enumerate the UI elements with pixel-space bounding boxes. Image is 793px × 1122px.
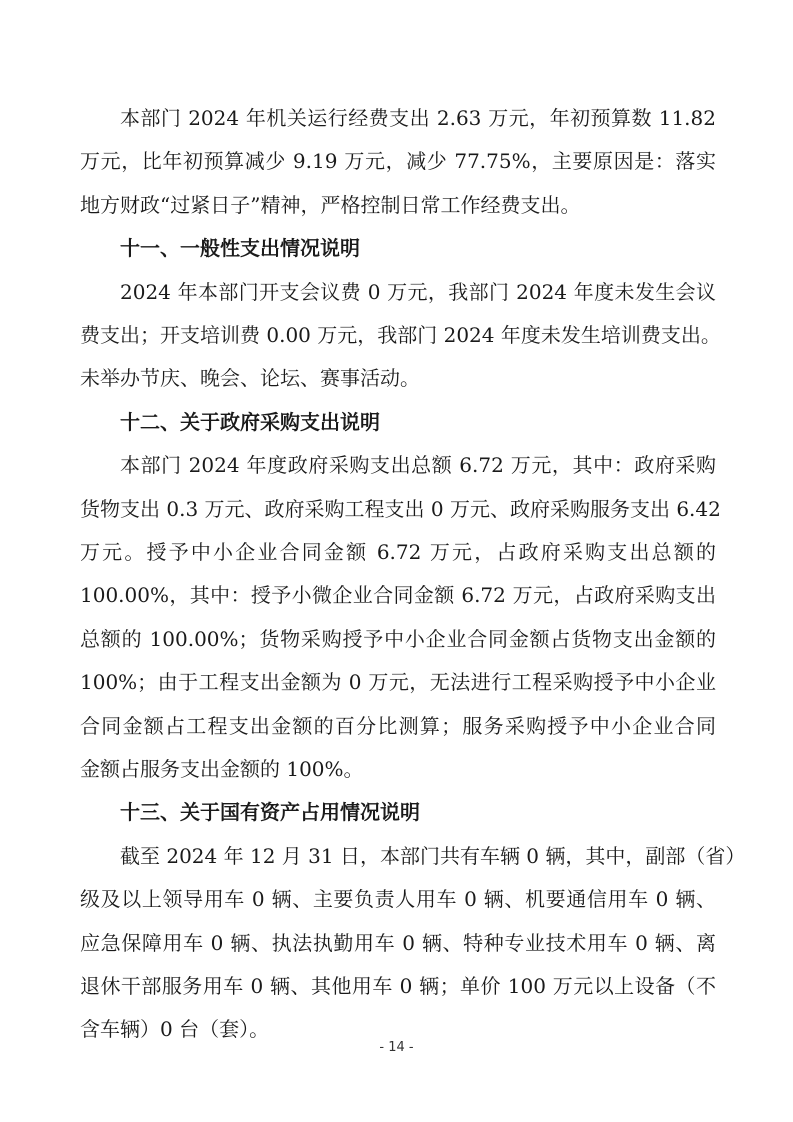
paragraph-4-line-1: 截至 2024 年 12 月 31 日，本部门共有车辆 0 辆，其中，副部（省） [120, 843, 746, 868]
paragraph-3-line-7: 合同金额占工程支出金额的百分比测算；服务采购授予中小企业合同 [80, 713, 716, 738]
paragraph-1-line-1: 本部门 2024 年机关运行经费支出 2.63 万元，年初预算数 11.82 [120, 106, 716, 130]
section-heading-12: 十二、关于政府采购支出说明 [120, 409, 380, 434]
paragraph-4-line-5: 含车辆）0 台（套）。 [80, 1017, 270, 1042]
section-heading-11: 十一、一般性支出情况说明 [120, 236, 360, 261]
paragraph-4-line-2: 级及以上领导用车 0 辆、主要负责人用车 0 辆、机要通信用车 0 辆、 [80, 887, 716, 912]
paragraph-2-line-3: 未举办节庆、晚会、论坛、赛事活动。 [80, 366, 420, 391]
paragraph-3-line-1: 本部门 2024 年度政府采购支出总额 6.72 万元，其中：政府采购 [120, 453, 716, 478]
paragraph-4-line-3: 应急保障用车 0 辆、执法执勤用车 0 辆、特种专业技术用车 0 辆、离 [80, 930, 716, 955]
paragraph-4-line-4: 退休干部服务用车 0 辆、其他用车 0 辆；单价 100 万元以上设备（不 [80, 974, 716, 998]
paragraph-3-line-4: 100.00%，其中：授予小微企业合同金额 6.72 万元，占政府采购支出 [80, 583, 716, 608]
paragraph-3-line-8: 金额占服务支出金额的 100%。 [80, 757, 364, 781]
section-heading-13: 十三、关于国有资产占用情况说明 [120, 800, 420, 825]
paragraph-1-line-2: 万元，比年初预算减少 9.19 万元，减少 77.75%，主要原因是：落实 [80, 149, 716, 174]
page-number: - 14 - [379, 1040, 414, 1055]
paragraph-3-line-5: 总额的 100.00%；货物采购授予中小企业合同金额占货物支出金额的 [80, 626, 716, 651]
paragraph-1-line-3: 地方财政“过紧日子”精神，严格控制日常工作经费支出。 [80, 192, 581, 217]
paragraph-3-line-6: 100%；由于工程支出金额为 0 万元，无法进行工程采购授予中小企业 [80, 670, 716, 695]
paragraph-2-line-1: 2024 年本部门开支会议费 0 万元，我部门 2024 年度未发生会议 [120, 279, 716, 304]
paragraph-2-line-2: 费支出；开支培训费 0.00 万元，我部门 2024 年度未发生培训费支出。 [80, 323, 721, 347]
paragraph-3-line-2: 货物支出 0.3 万元、政府采购工程支出 0 万元、政府采购服务支出 6.42 [80, 496, 721, 521]
paragraph-3-line-3: 万元。授予中小企业合同金额 6.72 万元，占政府采购支出总额的 [80, 540, 716, 564]
